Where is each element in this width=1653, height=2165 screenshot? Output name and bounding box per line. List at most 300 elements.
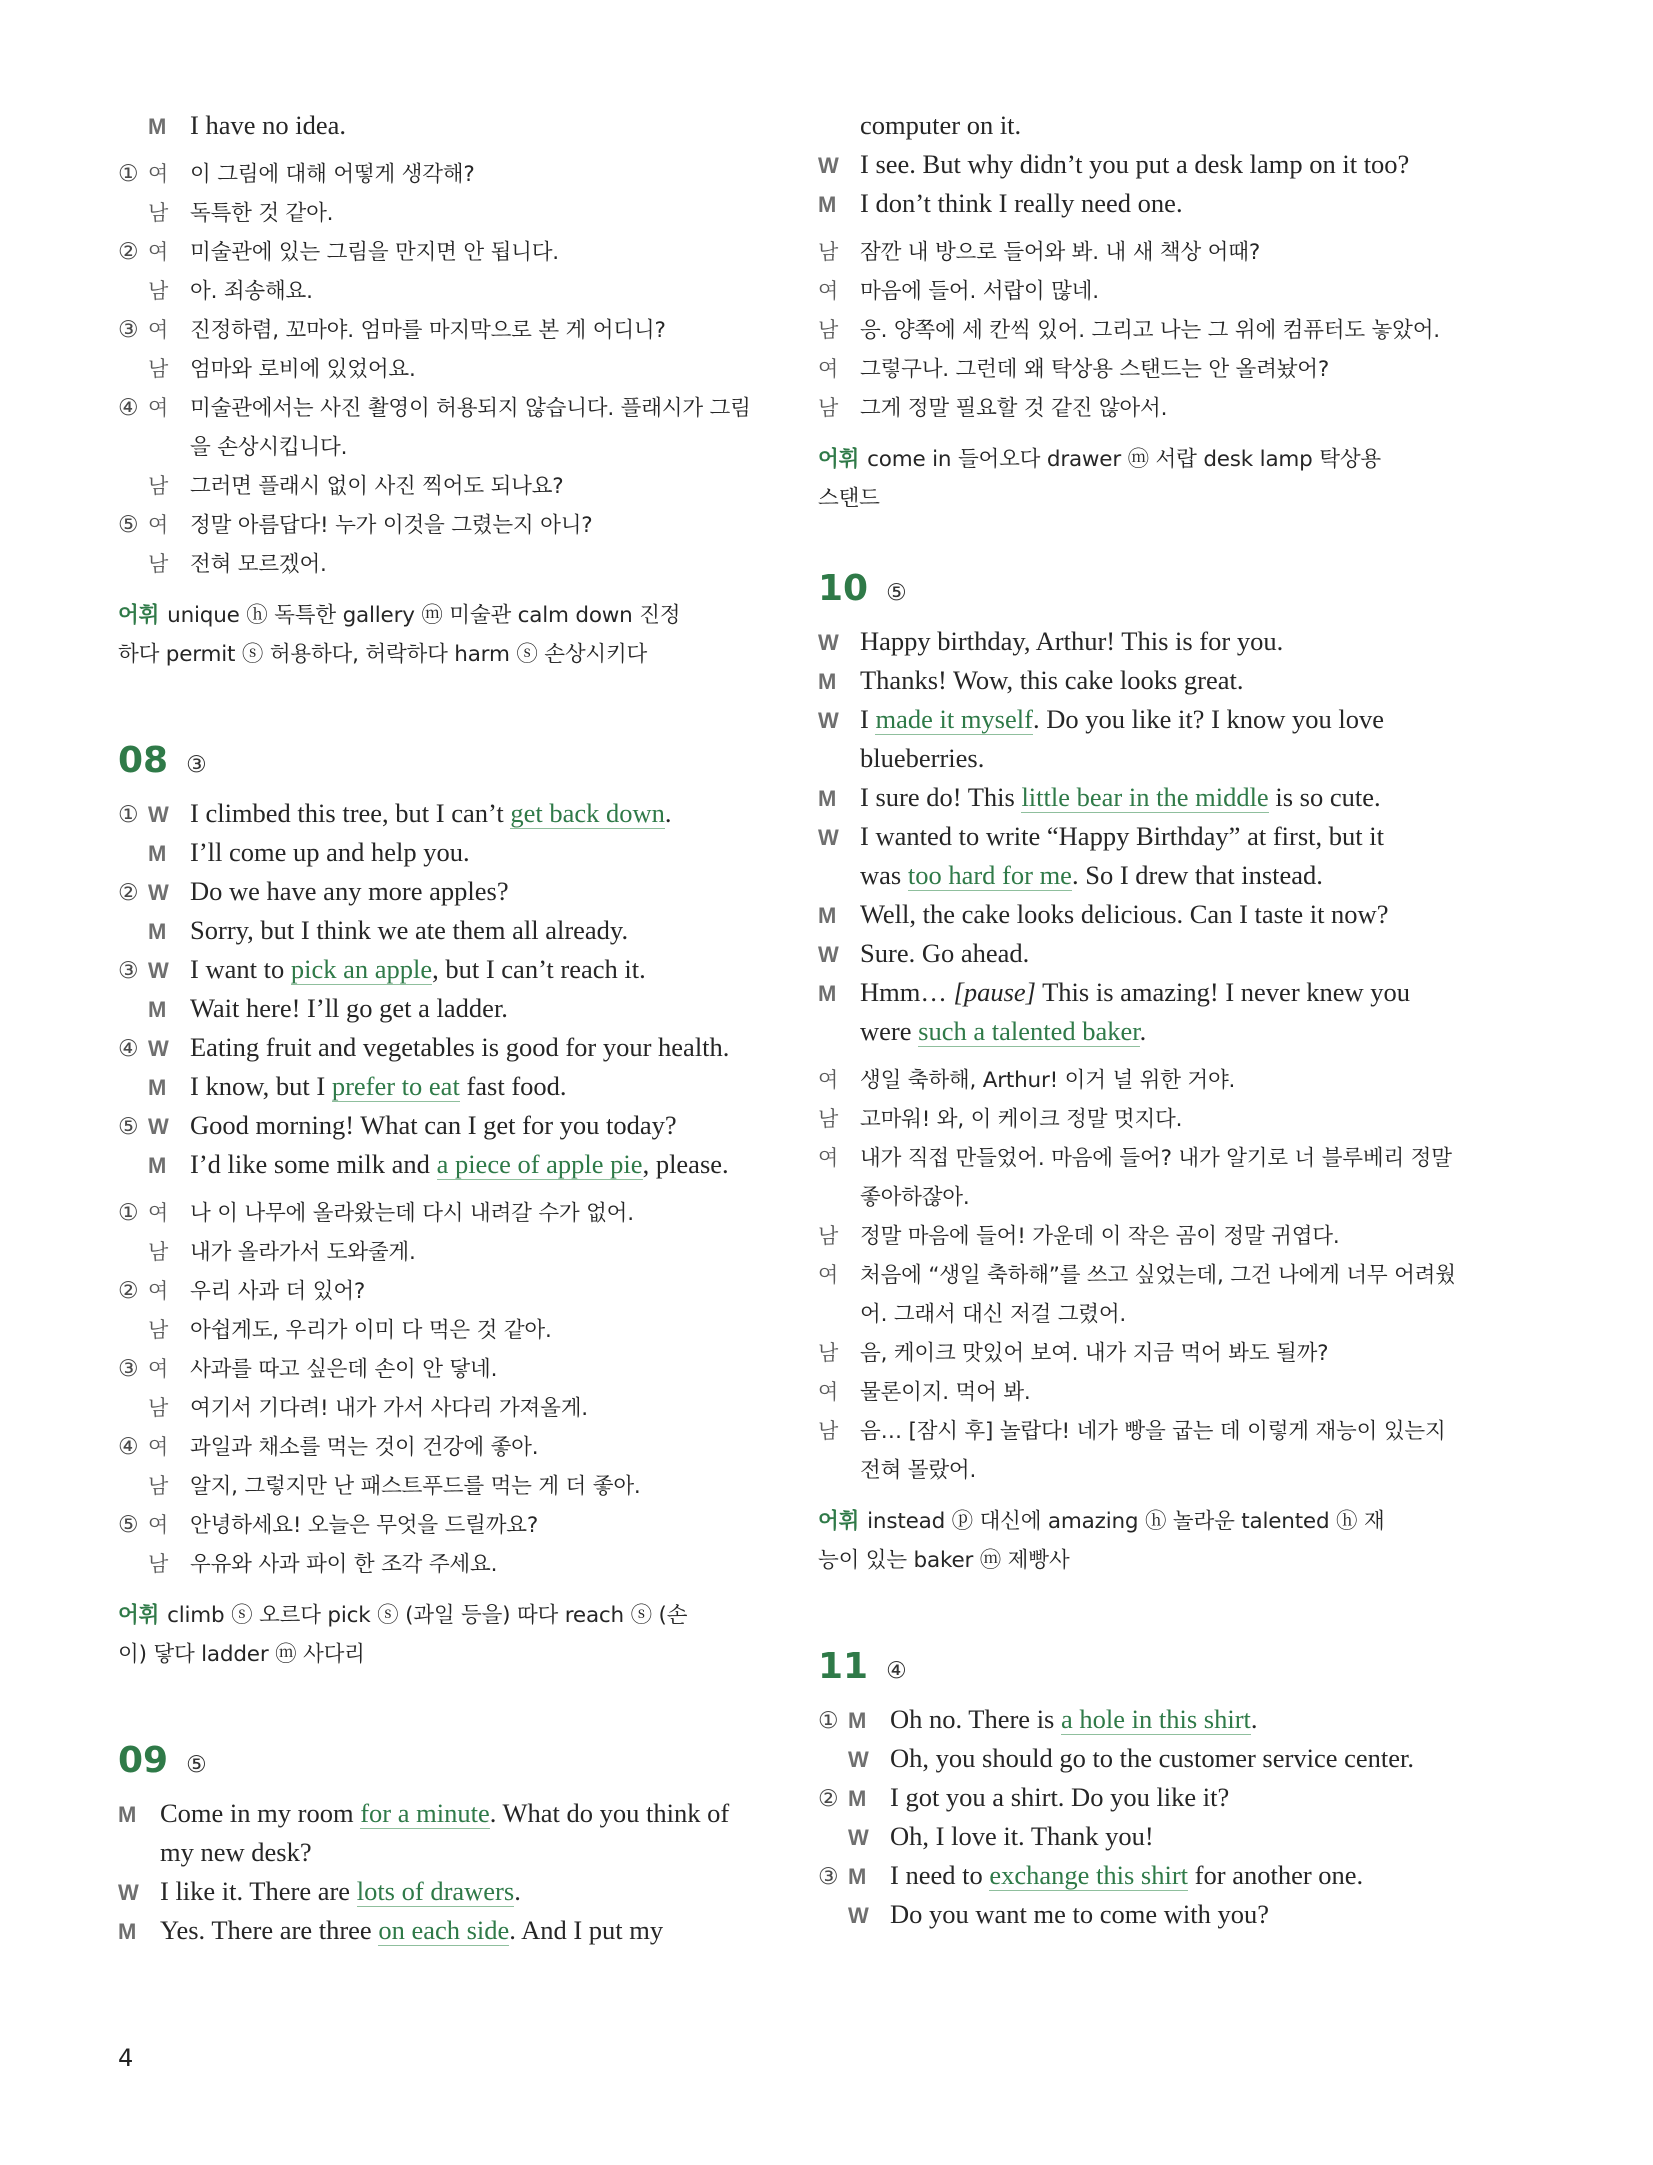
utterance-text xyxy=(190,1106,770,1145)
utterance-text xyxy=(860,145,1470,184)
translation-text: 정말 마음에 들어! 가운데 이 작은 곰이 정말 귀엽다. xyxy=(860,1224,1340,1249)
dictation-answer: a hole in this shirt xyxy=(1061,1704,1251,1734)
text-segment: Hmm… xyxy=(860,977,954,1007)
dialogue-line xyxy=(118,833,770,872)
dialogue-line xyxy=(118,989,770,1028)
q09-english-dialogue-continued xyxy=(818,106,1470,223)
speaker-label: W xyxy=(118,1880,139,1905)
q09-vocabulary xyxy=(818,440,1470,518)
dictation-answer: exchange this shirt xyxy=(989,1860,1189,1890)
utterance-text xyxy=(860,817,1470,856)
korean-line xyxy=(118,1233,770,1272)
translation-text: 음, 케이크 맛있어 보여. 내가 지금 먹어 봐도 될까? xyxy=(860,1341,1329,1366)
korean-line xyxy=(118,194,770,233)
speaker-label: M xyxy=(848,1708,867,1733)
answer-mark: ④ xyxy=(886,1658,907,1684)
speaker-label: 여 xyxy=(818,357,839,381)
korean-line xyxy=(818,1295,1470,1334)
text-segment: my new desk? xyxy=(160,1837,312,1867)
translation-text: 진정하렴, 꼬마야. 엄마를 마지막으로 본 게 어디니? xyxy=(190,318,666,343)
dictation-answer: little bear in the middle xyxy=(1021,782,1269,812)
text-segment: Happy birthday, Arthur! This is for you. xyxy=(860,626,1284,656)
vocab-label: 어휘 xyxy=(818,447,860,472)
q10-english-dialogue xyxy=(818,622,1470,1051)
speaker-label: 여 xyxy=(148,1435,169,1459)
text-segment: fast food. xyxy=(459,1071,567,1101)
utterance-text xyxy=(160,1794,770,1833)
dialogue-line xyxy=(818,622,1470,661)
utterance-text xyxy=(190,1067,770,1106)
translation-text: 우리 사과 더 있어? xyxy=(190,1279,366,1304)
speaker-label: 남 xyxy=(148,279,169,303)
korean-line xyxy=(818,350,1470,389)
speaker-label: W xyxy=(148,958,169,983)
answer-mark: ⑤ xyxy=(186,1752,207,1778)
answer-mark: ③ xyxy=(186,752,207,778)
speaker-label: 여 xyxy=(148,396,169,420)
utterance-text xyxy=(890,1895,1470,1934)
translation-text: 내가 올라가서 도와줄게. xyxy=(190,1240,416,1265)
utterance-text xyxy=(190,106,770,145)
text-segment: , but I can’t reach it. xyxy=(432,954,646,984)
speaker-label: M xyxy=(818,786,837,811)
vocab-line-2: 능이 있는 baker ⓜ 제빵사 xyxy=(818,1548,1070,1573)
speaker-label: M xyxy=(818,192,837,217)
translation-text: 좋아하잖아. xyxy=(860,1185,970,1210)
text-segment: Eating fruit and vegetables is good for your health. xyxy=(190,1032,730,1062)
utterance-text xyxy=(860,622,1470,661)
speaker-label: W xyxy=(818,825,839,850)
speaker-label: 남 xyxy=(148,552,169,576)
text-segment: Thanks! Wow, this cake looks great. xyxy=(860,665,1244,695)
dialogue-line xyxy=(818,1739,1470,1778)
stage-direction: [pause] xyxy=(953,977,1036,1007)
choice-number: ⑤ xyxy=(118,1114,139,1140)
korean-line xyxy=(818,389,1470,428)
utterance-text xyxy=(160,1911,770,1950)
text-segment: I’ll come up and help you. xyxy=(190,837,470,867)
text-segment: was xyxy=(860,860,908,890)
text-segment: blueberries. xyxy=(860,743,985,773)
text-segment: I know, but I xyxy=(190,1071,332,1101)
translation-text: 미술관에서는 사진 촬영이 허용되지 않습니다. 플래시가 그림 xyxy=(190,396,751,421)
korean-line xyxy=(118,545,770,584)
text-segment: . And I put my xyxy=(509,1915,664,1945)
dictation-answer: too hard for me xyxy=(907,860,1072,890)
utterance-text xyxy=(190,1028,770,1067)
korean-line xyxy=(818,1373,1470,1412)
dialogue-line xyxy=(818,817,1470,856)
dialogue-line xyxy=(818,1700,1470,1739)
question-number: 09 xyxy=(118,1740,169,1781)
choice-number: ③ xyxy=(118,958,139,984)
dictation-answer: made it myself xyxy=(875,704,1033,734)
text-segment: Do you want me to come with you? xyxy=(890,1899,1270,1929)
dialogue-line xyxy=(818,895,1470,934)
dialogue-line xyxy=(818,856,1470,895)
speaker-label: W xyxy=(148,880,169,905)
translation-text: 음… [잠시 후] 놀랍다! 네가 빵을 굽는 데 이렇게 재능이 있는지 xyxy=(860,1419,1446,1444)
speaker-label: 여 xyxy=(148,1279,169,1303)
q11-header xyxy=(818,1646,1470,1700)
speaker-label: W xyxy=(848,1747,869,1772)
vocab-label: 어휘 xyxy=(818,1509,860,1534)
korean-line xyxy=(118,1350,770,1389)
dialogue-line xyxy=(118,1872,770,1911)
text-segment: Sorry, but I think we ate them all already. xyxy=(190,915,629,945)
text-segment: I want to xyxy=(190,954,291,984)
text-segment: Oh, I love it. Thank you! xyxy=(890,1821,1154,1851)
translation-text: 그렇구나. 그런데 왜 탁상용 스탠드는 안 올려놨어? xyxy=(860,357,1330,382)
text-segment: I’d like some milk and xyxy=(190,1149,437,1179)
utterance-text xyxy=(190,911,770,950)
dialogue-line xyxy=(118,1145,770,1184)
vocab-line-1: come in 들어오다 drawer ⓜ 서랍 desk lamp 탁상용 xyxy=(867,447,1381,472)
speaker-label: 남 xyxy=(148,474,169,498)
translation-text: 우유와 사과 파이 한 조각 주세요. xyxy=(190,1552,498,1577)
korean-line xyxy=(818,233,1470,272)
utterance-text xyxy=(890,1856,1470,1895)
translation-text: 이 그림에 대해 어떻게 생각해? xyxy=(190,162,475,187)
dialogue-line xyxy=(818,1856,1470,1895)
choice-number: ① xyxy=(118,802,139,828)
speaker-label: M xyxy=(148,997,167,1022)
dictation-answer: get back down xyxy=(510,798,665,828)
vocab-line-1: unique ⓗ 독특한 gallery ⓜ 미술관 calm down 진정 xyxy=(167,603,681,628)
choice-number: ① xyxy=(818,1708,839,1734)
utterance-text xyxy=(190,1145,770,1184)
q11-english-dialogue xyxy=(818,1700,1470,1934)
speaker-label: 남 xyxy=(148,1318,169,1342)
utterance-text xyxy=(860,973,1470,1012)
utterance-text xyxy=(818,739,1470,778)
utterance-text xyxy=(890,1700,1470,1739)
korean-line xyxy=(118,1467,770,1506)
utterance-text xyxy=(190,833,770,872)
translation-text: 전혀 몰랐어. xyxy=(860,1458,977,1483)
translation-text: 엄마와 로비에 있었어요. xyxy=(190,357,416,382)
text-segment: Good morning! What can I get for you today? xyxy=(190,1110,677,1140)
korean-line xyxy=(118,467,770,506)
korean-line xyxy=(818,1412,1470,1451)
speaker-label: W xyxy=(818,153,839,178)
text-segment: , please. xyxy=(642,1149,729,1179)
korean-line xyxy=(818,1139,1470,1178)
right-column xyxy=(818,106,1470,1944)
text-segment: . What do you think of xyxy=(489,1798,730,1828)
korean-line xyxy=(118,506,770,545)
text-segment: I wanted to write “Happy Birthday” at first, but it xyxy=(860,821,1384,851)
text-segment: I xyxy=(860,704,876,734)
speaker-label: W xyxy=(818,708,839,733)
utterance-text xyxy=(118,1833,770,1872)
choice-number: ④ xyxy=(118,395,139,421)
speaker-label: M xyxy=(848,1864,867,1889)
q09-korean-translation xyxy=(818,233,1470,428)
speaker-label: 여 xyxy=(148,162,169,186)
speaker-label: 여 xyxy=(148,1513,169,1537)
korean-line xyxy=(118,272,770,311)
translation-text: 그러면 플래시 없이 사진 찍어도 되나요? xyxy=(190,474,564,499)
speaker-label: 여 xyxy=(818,1068,839,1092)
korean-line xyxy=(118,311,770,350)
text-segment: . xyxy=(514,1876,521,1906)
page-number: 4 xyxy=(118,2044,134,2072)
speaker-label: W xyxy=(848,1903,869,1928)
dictation-answer: a piece of apple pie xyxy=(436,1149,643,1179)
utterance-text xyxy=(190,950,770,989)
text-segment: I climbed this tree, but I can’t xyxy=(190,798,511,828)
utterance-text xyxy=(890,1739,1470,1778)
translation-text: 생일 축하해, Arthur! 이거 널 위한 거야. xyxy=(860,1068,1236,1093)
speaker-label: W xyxy=(818,630,839,655)
speaker-label: 여 xyxy=(818,279,839,303)
korean-line xyxy=(818,1100,1470,1139)
text-segment: I have no idea. xyxy=(190,110,346,140)
translation-text: 전혀 모르겠어. xyxy=(190,552,327,577)
speaker-label: 여 xyxy=(148,513,169,537)
speaker-label: 남 xyxy=(818,240,839,264)
q07-korean-translation xyxy=(118,155,770,584)
korean-line xyxy=(818,311,1470,350)
speaker-label: 여 xyxy=(148,318,169,342)
utterance-text xyxy=(190,989,770,1028)
speaker-label: W xyxy=(148,1036,169,1061)
vocab-line-2: 이) 닿다 ladder ⓜ 사다리 xyxy=(118,1642,365,1667)
speaker-label: M xyxy=(118,1802,137,1827)
utterance-text xyxy=(190,794,770,833)
korean-line xyxy=(118,1428,770,1467)
speaker-label: 남 xyxy=(148,357,169,381)
text-segment: Yes. There are three xyxy=(160,1915,379,1945)
text-segment: Do we have any more apples? xyxy=(190,876,509,906)
question-number: 11 xyxy=(818,1646,869,1687)
text-segment: Well, the cake looks delicious. Can I taste it now? xyxy=(860,899,1389,929)
speaker-label: M xyxy=(148,919,167,944)
speaker-label: 여 xyxy=(818,1263,839,1287)
vocab-line-2: 스탠드 xyxy=(818,486,880,511)
translation-text: 잠깐 내 방으로 들어와 봐. 내 새 책상 어때? xyxy=(860,240,1261,265)
translation-text: 아. 죄송해요. xyxy=(190,279,313,304)
korean-line xyxy=(818,1061,1470,1100)
speaker-label: 여 xyxy=(148,240,169,264)
text-segment: were xyxy=(860,1016,919,1046)
speaker-label: W xyxy=(848,1825,869,1850)
speaker-label: 남 xyxy=(148,201,169,225)
dialogue-line xyxy=(118,1106,770,1145)
dialogue-line xyxy=(118,1067,770,1106)
korean-line xyxy=(118,233,770,272)
speaker-label: 남 xyxy=(818,1224,839,1248)
translation-text: 그게 정말 필요할 것 같진 않아서. xyxy=(860,396,1168,421)
text-segment: . So I drew that instead. xyxy=(1071,860,1323,890)
dialogue-line xyxy=(118,794,770,833)
text-segment: I don’t think I really need one. xyxy=(860,188,1183,218)
korean-line xyxy=(118,1389,770,1428)
q07-vocabulary xyxy=(118,596,770,674)
translation-text: 마음에 들어. 서랍이 많네. xyxy=(860,279,1099,304)
speaker-label: M xyxy=(818,669,837,694)
translation-text: 사과를 따고 싶은데 손이 안 닿네. xyxy=(190,1357,498,1382)
utterance-text xyxy=(860,700,1470,739)
dialogue-line xyxy=(818,1817,1470,1856)
dictation-answer: lots of drawers xyxy=(356,1876,515,1906)
dictation-answer: pick an apple xyxy=(290,954,433,984)
dialogue-line xyxy=(118,1794,770,1833)
translation-text: 물론이지. 먹어 봐. xyxy=(860,1380,1031,1405)
translation-text: 어. 그래서 대신 저걸 그렸어. xyxy=(860,1302,1127,1327)
dialogue-line xyxy=(818,106,1470,145)
speaker-label: 여 xyxy=(148,1201,169,1225)
utterance-text xyxy=(890,1778,1470,1817)
q07-english-tail xyxy=(118,106,770,145)
q09-header xyxy=(118,1740,770,1794)
choice-number: ③ xyxy=(118,317,139,343)
speaker-label: M xyxy=(148,841,167,866)
choice-number: ② xyxy=(118,239,139,265)
dialogue-line xyxy=(118,911,770,950)
speaker-label: M xyxy=(148,1153,167,1178)
choice-number: ① xyxy=(118,1200,139,1226)
korean-line xyxy=(118,1311,770,1350)
korean-line xyxy=(118,1194,770,1233)
translation-text: 을 손상시킵니다. xyxy=(190,435,348,460)
text-segment: . Do you like it? I know you love xyxy=(1032,704,1385,734)
speaker-label: 남 xyxy=(148,1396,169,1420)
vocab-label: 어휘 xyxy=(118,1603,160,1628)
q08-korean-translation xyxy=(118,1194,770,1584)
translation-text: 안녕하세요! 오늘은 무엇을 드릴까요? xyxy=(190,1513,539,1538)
speaker-label: 여 xyxy=(818,1146,839,1170)
translation-text: 정말 아름답다! 누가 이것을 그렸는지 아니? xyxy=(190,513,593,538)
translation-text: 처음에 “생일 축하해”를 쓰고 싶었는데, 그건 나에게 너무 어려웠 xyxy=(860,1263,1456,1288)
translation-text: 나 이 나무에 올라왔는데 다시 내려갈 수가 없어. xyxy=(190,1201,634,1226)
text-segment: Wait here! I’ll go get a ladder. xyxy=(190,993,508,1023)
utterance-text xyxy=(860,934,1470,973)
korean-line xyxy=(118,350,770,389)
korean-line xyxy=(118,1506,770,1545)
utterance-text xyxy=(818,106,1470,145)
utterance-text xyxy=(818,1012,1470,1051)
translation-text: 고마워! 와, 이 케이크 정말 멋지다. xyxy=(860,1107,1183,1132)
utterance-text xyxy=(860,778,1470,817)
speaker-label: 남 xyxy=(818,1107,839,1131)
choice-number: ③ xyxy=(818,1864,839,1890)
speaker-label: 남 xyxy=(148,1474,169,1498)
choice-number: ⑤ xyxy=(118,1512,139,1538)
speaker-label: 남 xyxy=(818,396,839,420)
dialogue-line xyxy=(818,778,1470,817)
translation-text: 여기서 기다려! 내가 가서 사다리 가져올게. xyxy=(190,1396,588,1421)
text-segment: I got you a shirt. Do you like it? xyxy=(890,1782,1230,1812)
korean-line xyxy=(818,1451,1470,1490)
speaker-label: M xyxy=(148,114,167,139)
speaker-label: 남 xyxy=(818,1419,839,1443)
text-segment: for another one. xyxy=(1188,1860,1364,1890)
utterance-text xyxy=(160,1872,770,1911)
korean-line xyxy=(818,1334,1470,1373)
korean-line xyxy=(818,1217,1470,1256)
dictation-answer: on each side xyxy=(378,1915,510,1945)
korean-line xyxy=(118,428,770,467)
text-segment: . xyxy=(664,798,672,828)
korean-line xyxy=(118,1272,770,1311)
q08-english-dialogue xyxy=(118,794,770,1184)
speaker-label: 남 xyxy=(148,1552,169,1576)
translation-text: 내가 직접 만들었어. 마음에 들어? 내가 알기로 너 블루베리 정말 xyxy=(860,1146,1452,1171)
dialogue-line xyxy=(118,950,770,989)
dialogue-line xyxy=(118,1833,770,1872)
vocab-line-2: 하다 permit ⓢ 허용하다, 허락하다 harm ⓢ 손상시키다 xyxy=(118,642,648,667)
dialogue-line xyxy=(118,872,770,911)
left-column xyxy=(118,106,770,1960)
dictation-answer: for a minute xyxy=(360,1798,490,1828)
choice-number: ④ xyxy=(118,1434,139,1460)
utterance-text xyxy=(860,661,1470,700)
korean-line xyxy=(818,272,1470,311)
q10-vocabulary xyxy=(818,1502,1470,1580)
question-number: 08 xyxy=(118,740,169,781)
speaker-label: 여 xyxy=(818,1380,839,1404)
dialogue-line xyxy=(818,1778,1470,1817)
choice-number: ④ xyxy=(118,1036,139,1062)
translation-text: 독특한 것 같아. xyxy=(190,201,334,226)
translation-text: 알지, 그렇지만 난 패스트푸드를 먹는 게 더 좋아. xyxy=(190,1474,641,1499)
vocab-line-1: instead ⓟ 대신에 amazing ⓗ 놀라운 talented ⓗ 재 xyxy=(867,1509,1385,1534)
dialogue-line xyxy=(818,934,1470,973)
dialogue-line xyxy=(818,661,1470,700)
utterance-text xyxy=(860,184,1470,223)
dialogue-line xyxy=(818,1895,1470,1934)
choice-number: ② xyxy=(118,880,139,906)
text-segment: . xyxy=(1250,1704,1258,1734)
q10-header xyxy=(818,568,1470,622)
choice-number: ③ xyxy=(118,1356,139,1382)
speaker-label: M xyxy=(818,903,837,928)
translation-text: 미술관에 있는 그림을 만지면 안 됩니다. xyxy=(190,240,559,265)
dialogue-line xyxy=(118,1911,770,1950)
korean-line xyxy=(118,1545,770,1584)
text-segment: . xyxy=(1139,1016,1147,1046)
choice-number: ⑤ xyxy=(118,512,139,538)
text-segment: I sure do! This xyxy=(860,782,1022,812)
utterance-text xyxy=(190,872,770,911)
speaker-label: M xyxy=(118,1919,137,1944)
choice-number: ② xyxy=(118,1278,139,1304)
text-segment: I see. But why didn’t you put a desk lamp on it too? xyxy=(860,149,1410,179)
choice-number: ② xyxy=(818,1786,839,1812)
translation-text: 아쉽게도, 우리가 이미 다 먹은 것 같아. xyxy=(190,1318,552,1343)
choice-number: ① xyxy=(118,161,139,187)
speaker-label: W xyxy=(148,802,169,827)
vocab-label: 어휘 xyxy=(118,603,160,628)
text-segment: Oh no. There is xyxy=(890,1704,1061,1734)
dialogue-line xyxy=(818,1012,1470,1051)
dialogue-line xyxy=(818,973,1470,1012)
speaker-label: 남 xyxy=(148,1240,169,1264)
speaker-label: M xyxy=(848,1786,867,1811)
korean-line xyxy=(118,389,770,428)
dialogue-line xyxy=(818,700,1470,739)
dialogue-line xyxy=(118,1028,770,1067)
dialogue-line xyxy=(818,184,1470,223)
text-segment: Come in my room xyxy=(160,1798,361,1828)
text-segment: computer on it. xyxy=(860,110,1022,140)
q10-korean-translation xyxy=(818,1061,1470,1490)
text-segment: Oh, you should go to the customer service center. xyxy=(890,1743,1414,1773)
speaker-label: M xyxy=(148,1075,167,1100)
korean-line xyxy=(118,155,770,194)
